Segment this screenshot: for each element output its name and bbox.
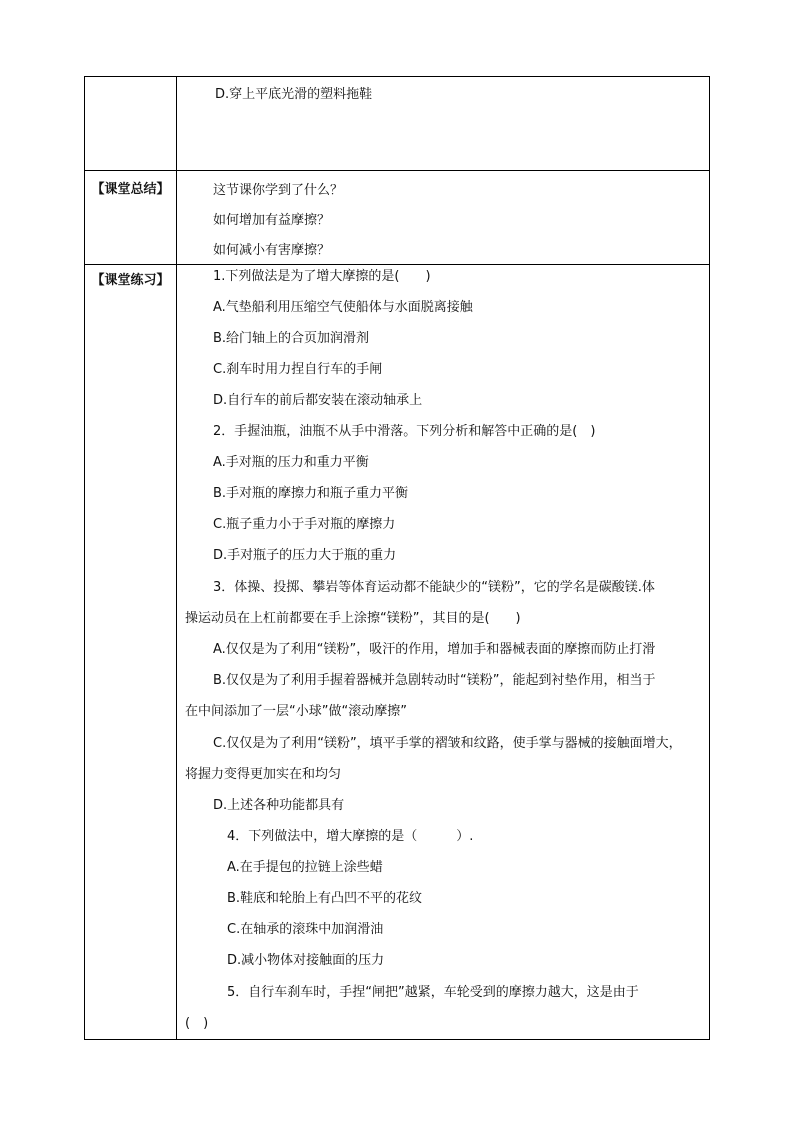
- summary-question-2: 如何增加有益摩擦？: [213, 213, 331, 228]
- exercise-line: B.仅仅是为了利用手握着器械并急剧转动时“镁粉”，能起到衬垫作用，相当于: [213, 673, 656, 688]
- row-divider-1: [85, 170, 709, 171]
- exercise-line: A.在手提包的拉链上涂些蜡: [227, 860, 383, 875]
- exercise-line: D.自行车的前后都安装在滚动轴承上: [213, 393, 423, 408]
- summary-label: 【课堂总结】: [91, 182, 170, 197]
- exercise-line: C.在轴承的滚珠中加润滑油: [227, 922, 384, 937]
- exercise-line: 5．自行车刹车时，手捏“闸把”越紧，车轮受到的摩擦力越大，这是由于: [227, 985, 639, 1000]
- exercise-line: 在中间添加了一层“小球”做“滚动摩擦”: [185, 704, 407, 719]
- exercise-label: 【课堂练习】: [91, 273, 170, 288]
- exercise-line: B.手对瓶的摩擦力和瓶子重力平衡: [213, 486, 409, 501]
- summary-question-3: 如何减小有害摩擦？: [213, 243, 331, 258]
- exercise-line: A.气垫船利用压缩空气使船体与水面脱离接触: [213, 300, 473, 315]
- exercise-line: C.刹车时用力捏自行车的手闸: [213, 362, 383, 377]
- exercise-line: 3．体操、投掷、攀岩等体育运动都不能缺少的“镁粉”，它的学名是碳酸镁.体: [213, 580, 655, 595]
- exercise-line: A.手对瓶的压力和重力平衡: [213, 455, 369, 470]
- exercise-line: 1.下列做法是为了增大摩擦的是( ): [213, 269, 431, 284]
- lesson-table: [84, 76, 710, 1040]
- summary-question-1: 这节课你学到了什么？: [213, 183, 344, 198]
- exercise-line: C.瓶子重力小于手对瓶的摩擦力: [213, 517, 396, 532]
- exercise-line: 2．手握油瓶，油瓶不从手中滑落。下列分析和解答中正确的是( ): [213, 424, 596, 439]
- exercise-line: 4．下列做法中，增大摩擦的是（ ）.: [227, 829, 474, 844]
- exercise-line: ( ): [185, 1016, 209, 1031]
- exercise-line: B.鞋底和轮胎上有凸凹不平的花纹: [227, 891, 423, 906]
- exercise-line: 操运动员在上杠前都要在手上涂擦“镁粉”，其目的是( ): [185, 611, 521, 626]
- option-d-slippers: D.穿上平底光滑的塑料拖鞋: [215, 87, 373, 102]
- exercise-line: D.上述各种功能都具有: [213, 798, 345, 813]
- exercise-line: 将握力变得更加实在和均匀: [185, 767, 342, 782]
- exercise-line: A.仅仅是为了利用“镁粉”，吸汗的作用，增加手和器械表面的摩擦而防止打滑: [213, 642, 656, 657]
- exercise-line: C.仅仅是为了利用“镁粉”，填平手掌的褶皱和纹路，使手掌与器械的接触面增大，: [213, 736, 682, 751]
- row-divider-2: [85, 264, 709, 265]
- exercise-line: B.给门轴上的合页加润滑剂: [213, 331, 370, 346]
- exercise-line: D.手对瓶子的压力大于瓶的重力: [213, 548, 397, 563]
- column-divider: [176, 77, 177, 1039]
- exercise-line: D.减小物体对接触面的压力: [227, 953, 385, 968]
